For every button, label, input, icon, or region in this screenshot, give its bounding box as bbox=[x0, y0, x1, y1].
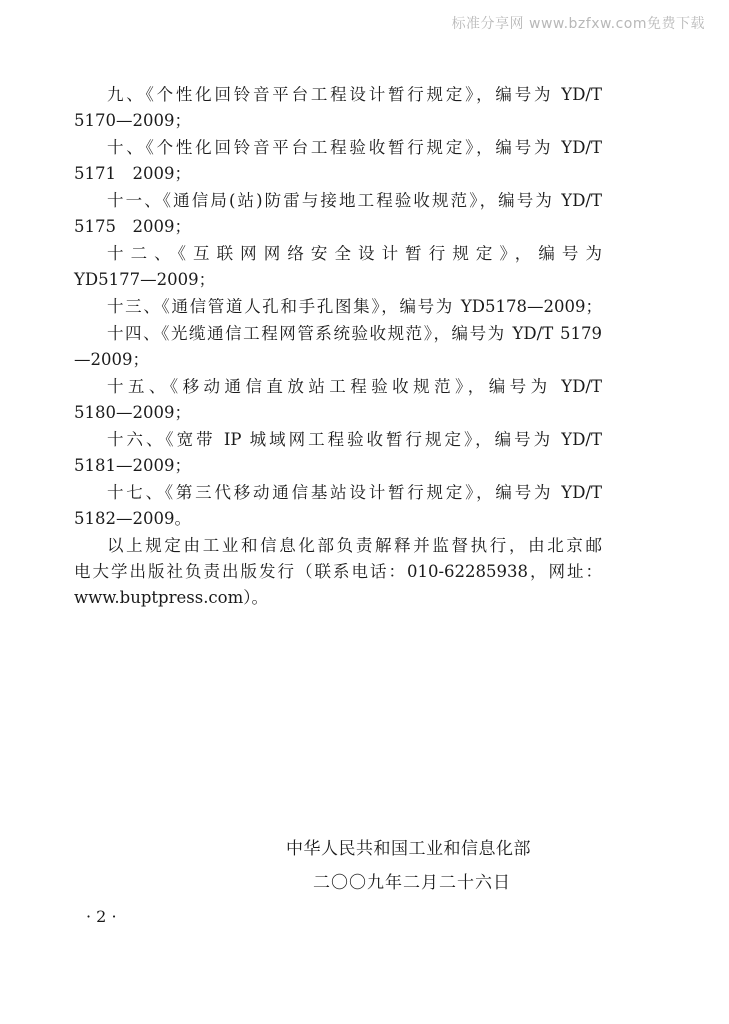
regulation-item-line: 九、《个性化回铃音平台工程设计暂行规定》，编号为 YD/T bbox=[107, 85, 602, 104]
regulation-item-line: 十四、《光缆通信工程网管系统验收规范》，编号为 YD/T 5179 bbox=[107, 324, 602, 343]
regulation-item-10 bbox=[74, 135, 602, 187]
regulation-item-line: 十、《个性化回铃音平台工程验收暂行规定》，编号为 YD/T bbox=[107, 138, 602, 157]
regulation-item-line: 十七、《第三代移动通信基站设计暂行规定》，编号为 YD/T bbox=[107, 483, 602, 502]
regulation-item-9 bbox=[74, 82, 602, 134]
regulation-item-line: 十二、《互联网网络安全设计暂行规定》，编号为 bbox=[107, 244, 602, 263]
regulation-item-11 bbox=[74, 188, 602, 240]
regulation-item-line: YD5177—2009； bbox=[74, 270, 216, 289]
regulation-item-line: 5175 2009； bbox=[74, 217, 191, 236]
regulation-item-line: 十五、《移动通信直放站工程验收规范》，编号为 YD/T bbox=[107, 377, 602, 396]
document-body bbox=[74, 82, 602, 611]
explanation-line: 以上规定由工业和信息化部负责解释并监督执行，由北京邮 bbox=[107, 536, 602, 555]
regulation-item-line: 5182—2009。 bbox=[74, 509, 191, 528]
explanation-line: www.buptpress.com）。 bbox=[74, 588, 269, 607]
regulation-item-line: 十三、《通信管道人孔和手孔图集》，编号为 YD5178—2009； bbox=[107, 297, 602, 316]
regulation-item-line: 5170—2009； bbox=[74, 111, 191, 130]
regulation-item-13 bbox=[74, 294, 602, 320]
regulation-item-line: 5181—2009； bbox=[74, 456, 191, 475]
page-number: · 2 · bbox=[86, 907, 117, 926]
explanation-paragraph bbox=[74, 533, 602, 611]
issue-date: 二〇〇九年二月二十六日 bbox=[313, 873, 511, 893]
regulation-item-17 bbox=[74, 480, 602, 532]
explanation-line: 电大学出版社负责出版发行（联系电话：010-62285938，网址： bbox=[74, 562, 602, 581]
regulation-item-line: —2009； bbox=[74, 350, 149, 369]
regulation-item-14 bbox=[74, 321, 602, 373]
issuer-signature: 中华人民共和国工业和信息化部 bbox=[286, 839, 531, 859]
regulation-item-16 bbox=[74, 427, 602, 479]
regulation-item-line: 5180—2009； bbox=[74, 403, 191, 422]
regulation-item-15 bbox=[74, 374, 602, 426]
regulation-item-line: 十六、《宽带 IP 城域网工程验收暂行规定》，编号为 YD/T bbox=[107, 430, 602, 449]
watermark-text: 标准分享网 www.bzfxw.com免费下载 bbox=[451, 16, 705, 32]
regulation-item-line: 十一、《通信局(站)防雷与接地工程验收规范》，编号为 YD/T bbox=[107, 191, 602, 210]
regulation-item-12 bbox=[74, 241, 602, 293]
regulation-item-line: 5171 2009； bbox=[74, 164, 191, 183]
